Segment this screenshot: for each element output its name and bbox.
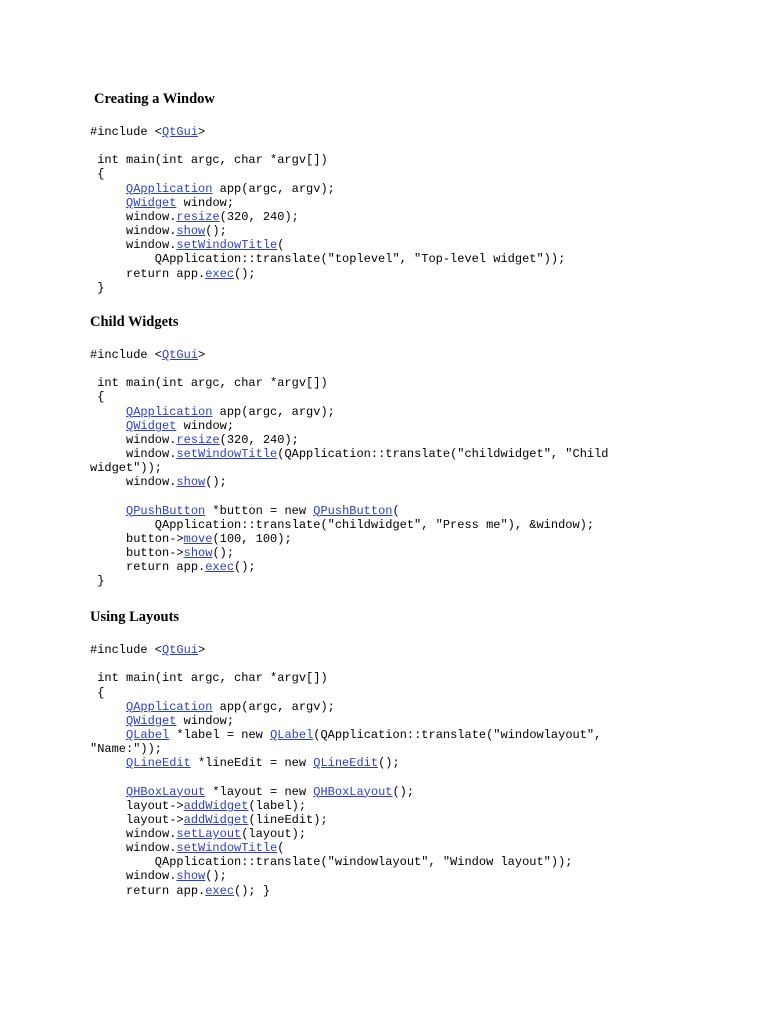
code-text: window. [90,224,177,239]
api-link-qapplication[interactable]: QApplication [126,181,213,196]
code-text [90,785,126,799]
code-line [90,267,256,281]
api-link-qapplication[interactable]: QApplication [126,404,213,419]
code-text: (); [205,475,227,490]
code-line [90,728,601,742]
code-text: (lineEdit); [248,812,328,827]
code-text: (); [378,756,400,771]
code-line [90,475,227,489]
code-text: (); [392,784,415,799]
code-text: (320, 240); [219,432,299,447]
code-text: layout-> [90,812,184,827]
api-link-setlayout[interactable]: setLayout [176,827,242,841]
code-text: (320, 240); [219,209,299,224]
code-line [90,574,104,588]
code-line [90,546,234,560]
code-line [90,224,227,238]
api-link-qpushbutton[interactable]: QPushButton [126,503,206,518]
code-line [90,756,400,770]
code-text: ( [392,503,400,518]
code-text: *layout = new [205,784,314,799]
code-line [90,125,205,139]
code-text [90,182,126,196]
code-line [90,855,572,869]
code-text [90,196,126,210]
code-text: window. [90,827,177,841]
code-text: (); [234,560,256,575]
code-line [90,153,328,167]
code-line [90,643,205,657]
code-text: return app. [90,266,206,281]
code-line [90,504,400,518]
api-link-qwidget[interactable]: QWidget [126,418,177,433]
code-text: ( [277,238,285,253]
api-link-qhboxlayout[interactable]: QHBoxLayout [126,784,206,799]
code-text [90,728,126,742]
code-text: (); [205,869,227,884]
code-text: int main(int argc, char *argv[]) [90,671,328,686]
code-text: #include < [90,643,163,657]
code-text: ( [277,841,285,856]
api-link-exec[interactable]: exec [205,560,235,575]
code-line [90,869,227,883]
code-line [90,785,414,799]
code-text: app(argc, argv); [212,404,335,419]
api-link-qtgui[interactable]: QtGui [162,643,199,657]
code-text: window; [176,418,235,433]
code-text: int main(int argc, char *argv[]) [90,376,328,391]
code-text: window. [90,475,177,490]
code-text: button-> [90,546,184,561]
code-text: (QApplication::translate("childwidget", "Child [277,447,609,462]
section-heading-child-widgets: Child Widgets [90,314,179,330]
api-link-addwidget[interactable]: addWidget [183,798,249,813]
api-link-exec[interactable]: exec [205,266,235,281]
code-text: return app. [90,883,206,898]
code-text [90,504,126,518]
api-link-show[interactable]: show [183,546,213,561]
code-line [90,686,104,700]
code-line [90,390,104,404]
code-text: app(argc, argv); [212,181,335,196]
code-text: window. [90,447,177,462]
code-text: *label = new [169,727,271,742]
api-link-qpushbutton[interactable]: QPushButton [313,503,393,518]
code-text: (); [234,266,256,281]
code-line [90,461,162,475]
api-link-show[interactable]: show [176,224,206,239]
api-link-qtgui[interactable]: QtGui [162,348,199,362]
code-line [90,884,270,898]
code-text: window; [176,713,235,728]
code-line [90,799,306,813]
code-text: (100, 100); [212,532,292,546]
api-link-exec[interactable]: exec [205,883,235,898]
code-text: window; [176,195,235,210]
code-text: #include < [90,125,163,139]
code-line [90,714,234,728]
code-text: QApplication::translate("toplevel", "Top-level widget")); [90,252,566,267]
api-link-qlineedit[interactable]: QLineEdit [126,756,191,771]
code-text: button-> [90,532,184,546]
code-text: int main(int argc, char *argv[]) [90,153,328,168]
code-text [90,700,126,714]
code-line [90,405,335,419]
code-text: (); } [234,883,271,898]
section-heading-creating-a-window: Creating a Window [94,91,215,107]
code-line [90,742,162,756]
code-text: window. [90,238,177,253]
code-line [90,813,328,827]
code-line [90,196,234,210]
code-text: { [90,685,105,700]
code-text [90,419,126,433]
code-text: > [198,643,206,657]
code-text: window. [90,841,177,856]
code-text: window. [90,209,177,224]
code-text: *button = new [205,503,314,518]
code-text: window. [90,869,177,884]
api-link-show[interactable]: show [176,475,206,490]
code-line [90,252,565,266]
api-link-qtgui[interactable]: QtGui [162,125,199,139]
code-line [90,827,306,841]
api-link-qlineedit[interactable]: QLineEdit [313,756,379,771]
code-line [90,182,335,196]
code-line [90,841,284,855]
api-link-addwidget[interactable]: addWidget [183,812,249,827]
code-line [90,281,104,295]
api-link-setwindowtitle[interactable]: setWindowTitle [176,841,278,856]
api-link-qlabel[interactable]: QLabel [270,727,314,742]
code-text: } [90,280,105,295]
code-line [90,671,328,685]
code-text: } [90,574,105,589]
code-line [90,419,234,433]
code-line [90,210,299,224]
api-link-setwindowtitle[interactable]: setWindowTitle [176,447,278,462]
code-text: { [90,167,105,182]
code-line [90,447,609,461]
api-link-qapplication[interactable]: QApplication [126,699,213,714]
code-text: (QApplication::translate("windowlayout", [313,727,602,742]
code-text: widget")); [90,461,163,476]
code-text: { [90,390,105,405]
code-text: (layout); [241,827,307,841]
code-text: #include < [90,348,163,362]
code-text: return app. [90,560,206,575]
code-line [90,700,335,714]
code-text: QApplication::translate("windowlayout", "Window layout")); [90,855,573,870]
code-text: (); [205,224,227,239]
code-text [90,714,126,728]
code-text [90,405,126,419]
api-link-resize[interactable]: resize [176,432,220,447]
api-link-resize[interactable]: resize [176,209,220,224]
code-text: (label); [248,798,307,813]
code-text: app(argc, argv); [212,699,335,714]
code-line [90,348,205,362]
code-text: (); [212,546,235,561]
code-text: > [198,125,206,139]
code-line [90,167,104,181]
code-line [90,518,594,532]
code-line [90,532,292,546]
code-text: QApplication::translate("childwidget", "Press me"), &window); [90,517,595,532]
code-text [90,756,126,770]
code-line [90,238,284,252]
api-link-qlabel[interactable]: QLabel [126,727,170,742]
code-text: *lineEdit = new [190,756,314,771]
code-line [90,560,256,574]
api-link-move[interactable]: move [183,532,213,546]
api-link-qhboxlayout[interactable]: QHBoxLayout [313,784,393,799]
api-link-show[interactable]: show [176,869,206,884]
code-text: > [198,348,206,362]
api-link-qwidget[interactable]: QWidget [126,195,177,210]
code-text: window. [90,432,177,447]
api-link-setwindowtitle[interactable]: setWindowTitle [176,238,278,253]
code-text: "Name:")); [90,742,163,756]
api-link-qwidget[interactable]: QWidget [126,713,177,728]
code-text: layout-> [90,798,184,813]
code-line [90,376,328,390]
code-line [90,433,299,447]
section-heading-using-layouts: Using Layouts [90,609,180,625]
